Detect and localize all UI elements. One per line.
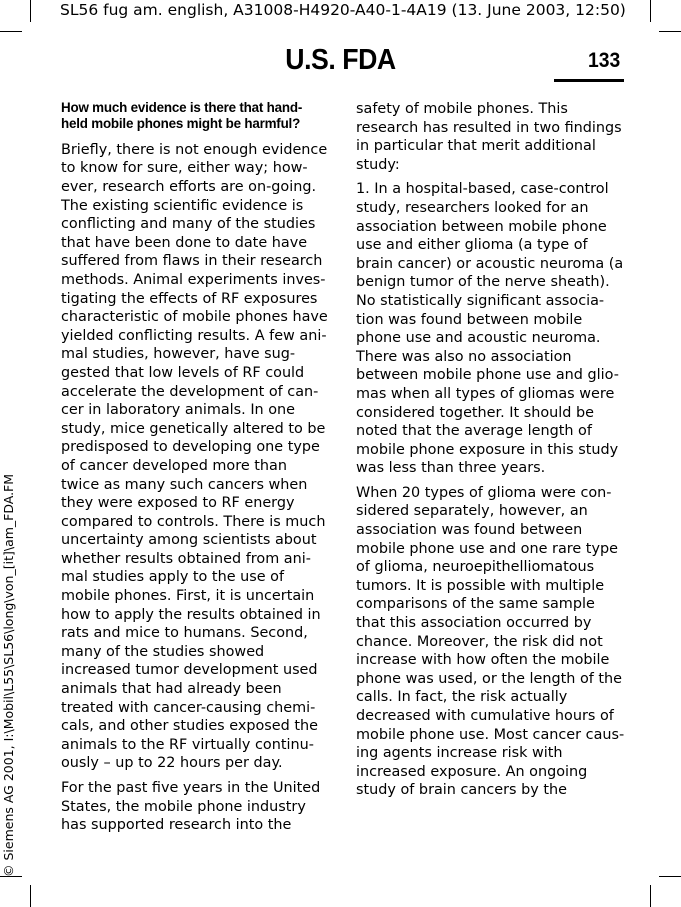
text-line: 1. In a hospital-based, case-control <box>356 181 609 198</box>
text-line: noted that the average length of <box>356 423 592 440</box>
text-line: comparisons of the same sample <box>356 596 595 613</box>
text-line: mobile phone use and one rare type <box>356 540 618 557</box>
text-line: whether results obtained from ani- <box>61 550 311 567</box>
text-line: mobile phones. First, it is uncertain <box>61 588 315 605</box>
text-line: increased tumor development used <box>61 662 318 679</box>
text-line: mal studies, however, have sug- <box>61 346 296 363</box>
text-line: animals to the RF virtually continu- <box>61 736 314 753</box>
text-line: ing agents increase risk with <box>356 745 563 762</box>
crop-mark-top-left-vertical <box>30 0 31 22</box>
crop-mark-top-right-vertical <box>650 0 651 22</box>
text-line: was less than three years. <box>356 460 546 477</box>
text-line: phone was used, or the length of the <box>356 670 623 687</box>
text-line: considered together. It should be <box>356 404 594 421</box>
question-heading <box>61 100 325 133</box>
text-line: phone use and acoustic neuroma. <box>356 330 601 347</box>
text-line: benign tumor of the nerve sheath). <box>356 274 610 291</box>
text-line: research has resulted in two findings <box>356 119 622 136</box>
text-line: Briefly, there is not enough evidence <box>61 141 328 158</box>
text-line: conflicting and many of the studies <box>61 216 316 233</box>
text-line: has supported research into the <box>61 817 292 834</box>
text-line: safety of mobile phones. This <box>356 101 568 117</box>
text-line: When 20 types of glioma were con- <box>356 484 612 501</box>
text-line: How much evidence is there that hand- <box>61 100 303 115</box>
text-line: uncertainty among scientists about <box>61 532 317 549</box>
text-line: yielded conflicting results. A few ani- <box>61 327 327 344</box>
text-line: compared to controls. There is much <box>61 513 326 530</box>
text-line: animals that had already been <box>61 681 282 698</box>
text-line: accelerate the development of can- <box>61 383 319 400</box>
paragraph <box>61 141 328 773</box>
text-line: increase with how often the mobile <box>356 652 610 669</box>
text-line: ously – up to 22 hours per day. <box>61 755 283 772</box>
text-line: predisposed to developing one type <box>61 439 320 456</box>
page-number: 133 <box>588 49 621 72</box>
text-line: methods. Animal experiments inves- <box>61 271 326 288</box>
text-line: study, researchers looked for an <box>356 199 589 216</box>
paragraph <box>356 180 622 478</box>
text-line: There was also no association <box>356 348 572 365</box>
text-line: that this association occurred by <box>356 615 592 632</box>
text-line: association was found between <box>356 522 583 539</box>
section-title: U.S. FDA <box>285 44 396 76</box>
text-line: mobile phone exposure in this study <box>356 441 619 458</box>
text-line: study of brain cancers by the <box>356 782 567 799</box>
left-column <box>61 100 328 841</box>
crop-mark-top-right-horizontal <box>659 31 681 32</box>
text-line: cer in laboratory animals. In one <box>61 402 296 419</box>
text-line: treated with cancer-causing chemi- <box>61 699 316 716</box>
crop-mark-bottom-right-vertical <box>650 885 651 907</box>
text-line: The existing scientific evidence is <box>61 197 304 214</box>
text-line: characteristic of mobile phones have <box>61 309 328 326</box>
text-line: decreased with cumulative hours of <box>356 708 614 724</box>
crop-mark-top-left-horizontal <box>0 31 22 32</box>
text-line: No statistically significant associa- <box>356 292 605 309</box>
text-line: brain cancer) or acoustic neuroma (a <box>356 255 624 272</box>
text-line: chance. Moreover, the risk did not <box>356 633 603 650</box>
paragraph <box>356 484 625 800</box>
text-line: suffered from flaws in their research <box>61 253 323 270</box>
text-line: between mobile phone use and glio- <box>356 367 619 384</box>
text-line: how to apply the results obtained in <box>61 606 321 623</box>
text-line: to know for sure, either way; how- <box>61 160 308 177</box>
crop-mark-bottom-right-horizontal <box>659 876 681 877</box>
paragraph <box>61 779 325 835</box>
text-line: increased exposure. An ongoing <box>356 763 588 780</box>
text-line: study, mice genetically altered to be <box>61 420 326 437</box>
text-line: ever, research efforts are on-going. <box>61 179 317 195</box>
text-line: twice as many such cancers when <box>61 476 308 493</box>
text-line: of glioma, neuroepithelliomatous <box>356 559 595 576</box>
text-line: For the past five years in the United <box>61 780 321 796</box>
text-line: association between mobile phone <box>356 218 607 235</box>
text-line: that have been done to date have <box>61 234 308 251</box>
paragraph <box>356 100 622 174</box>
text-line: tigating the effects of RF exposures <box>61 290 318 307</box>
text-line: of cancer developed more than <box>61 457 287 474</box>
text-line: tion was found between mobile <box>356 311 583 328</box>
text-line: tumors. It is possible with multiple <box>356 577 605 594</box>
text-line: gested that low levels of RF could <box>61 364 305 381</box>
running-head: SL56 fug am. english, A31008-H4920-A40-1-4A19 (13. June 2003, 12:50) <box>60 1 626 19</box>
text-line: in particular that merit additional <box>356 138 596 155</box>
right-column <box>356 100 625 806</box>
text-line: they were exposed to RF energy <box>61 495 295 512</box>
text-line: cals, and other studies exposed the <box>61 718 318 735</box>
copyright-side-text: © Siemens AG 2001, I:\Mobil\L55\SL56\long\von_[it]\am_FDA.FM <box>1 473 16 877</box>
text-line: study: <box>356 156 400 173</box>
text-line: use and either glioma (a type of <box>356 237 588 254</box>
text-line: many of the studies showed <box>61 643 265 660</box>
page-number-rule <box>554 79 624 82</box>
text-line: mas when all types of gliomas were <box>356 385 615 402</box>
text-line: rats and mice to humans. Second, <box>61 625 308 642</box>
text-line: States, the mobile phone industry <box>61 798 306 815</box>
text-line: sidered separately, however, an <box>356 503 588 520</box>
crop-mark-bottom-left-vertical <box>30 885 31 907</box>
text-line: mobile phone use. Most cancer caus- <box>356 726 625 743</box>
text-line: mal studies apply to the use of <box>61 569 285 586</box>
text-line: calls. In fact, the risk actually <box>356 689 568 706</box>
text-line: held mobile phones might be harmful? <box>61 116 301 132</box>
